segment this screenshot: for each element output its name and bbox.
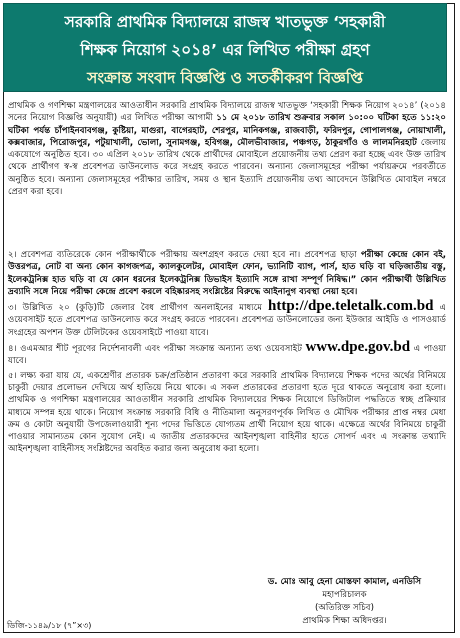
paragraph-3-intro: ৩। উল্লিখিত ২০ (কুড়ি)টি জেলার বৈধ প্রার্থীগণ অনলাইনের মাধ্যমে: [8, 303, 268, 314]
signatory-title: মহাপরিচালক: [322, 590, 367, 600]
exam-schedule-districts: ১১ মে ২০১৮ তারিখ শুক্রবার সকাল ১০:০০ ঘটিকা হতে ১১:২০ ঘটিকা পর্যন্ত চাঁপাইনবাবগঞ্জ, কুষ্টিয়া, মাগুরা, বাগেরহাট, শেরপুর, মানিকগঞ্জ, রাজবাড়ী, ফরিদপুর, গোপালগঞ্জ, নোয়াখালী, কক্সবাজার, পিরোজপুর, পটুয়াখালী, ভোলা, সুনামগঞ্জ, হবিগঞ্জ, মৌলভীবাজার, পঞ্চগড়, ঠাকুরগাঁও ও লালমনিরহাট: [8, 113, 446, 148]
signatory-name: ড. মোঃ আবু হেনা মোস্তফা কামাল, এনডিসি: [267, 577, 422, 587]
teletalk-website-link[interactable]: http://dpe.teletalk.com.bd: [268, 298, 434, 315]
paragraph-1-details: জেলায় একযোগে অনুষ্ঠিত হবে। ৩০ এপ্রিল ২০১৮ তারিখ থেকে প্রার্থীদের মোবাইলে প্রয়োজনীয় তথ্য প্রেরণ করা হচ্ছে এবং উক্ত তারিখ থেকে প্রার্থীগণ স্ব-স্ব প্রবেশপত্র ডাউনলোড করে সংগ্রহ করতে পারবেন। অন্যান্য জেলাসমূহের পরীক্ষা পর্যায়ক্রমে পরবর্তীতে অনুষ্ঠিত হবে। অন্যান্য জেলাসমূহের পরীক্ষার তারিখ, সময় ও স্থান ইত্যাদি প্রয়োজনীয় তথ্য আবেদনে উল্লিখিত মোবাইল নম্বরে প্রেরণ করা হবে।: [8, 137, 446, 198]
paragraph-5: ৫। লক্ষ্য করা যায় যে, একশ্রেণীর প্রতারক চক্র/প্রতিষ্ঠান প্রতারণা করে সরকারি প্রাথমিক বিদ্যালয়ে শিক্ষক পদের অর্থের বিনিময়ে চাকুরী দেয়ার প্রলোভন দেখিয়ে অর্থ হাতিয়ে নিয়ে থাকে। এ সকল প্রতারকের প্রতারণা হতে দূরে থাকতে অনুরোধ করা হলো। প্রাথমিক ও গণশিক্ষা মন্ত্রণালয়ের আওতাধীন সরকারি প্রাথমিক বিদ্যালয়ের শিক্ষক নিয়োগে ডিজিটাল পদ্ধতিতে স্বচ্ছ প্রক্রিয়ার মাধ্যমে সম্পন্ন হয়ে থাকে। নিয়োগ সংক্রান্ত সরকারি বিধি ও নীতিমালা অনুসরণপূর্বক লিখিত ও মৌখিক পরীক্ষার প্রাপ্ত নম্বর মেধা ক্রম ও কোটা অনুযায়ী উপজেলাওয়ারী শূন্য পদের ভিত্তিতে যোগ্যতম প্রার্থী নিয়োগ হয়ে থাকে। এক্ষেত্রে অর্থের বিনিময়ে চাকুরী পাওয়ার সামান্যতম কোন সুযোগ নেই। এ জাতীয় প্রতারকদের আইনশৃঙ্খলা বাহিনীর হাতে সোপর্দ এবং এ সংক্রান্ত তথ্যাদি আইনশৃঙ্খলা বাহিনীসহ সংশ্লিষ্টদের অবহিত করার জন্য অনুরোধ করা হলো।: [8, 370, 446, 455]
notice-body: [8, 100, 446, 456]
reference-number: ডিজি-১১৪৯/১৮ (৭”×৩): [7, 621, 92, 630]
header-title-line-1: সরকারি প্রাথমিক বিদ্যালয়ে রাজস্ব খাতভুক্ত ‘সহকারী: [64, 13, 386, 31]
paragraph-1-intro: প্রাথমিক ও গণশিক্ষা মন্ত্রণালয়ের আওতাধীন সরকারি প্রাথমিক বিদ্যালয়ে রাজস্ব খাতভুক্ত ‘সহকারী শিক্ষক নিয়োগ ২০১৪’ (২০১৪ সনের নিয়োগ বিজ্ঞপ্তি অনুযায়ী) এর লিখিত পরীক্ষা আগামী: [8, 101, 446, 124]
paragraph-2: [8, 249, 446, 298]
dpe-website-link[interactable]: www.dpe.gov.bd: [305, 339, 411, 356]
penalty-warning: ” কোন পরীক্ষার্থী উল্লিখিত দ্রব্যাদি সঙ্গে নিয়ে পরীক্ষা কেন্দ্রে প্রবেশ করলে বহিষ্কারসহ সংশ্লিষ্টের বিরুদ্ধে আইনানুগ ব্যবস্থা নেয়া হবে।: [8, 274, 446, 297]
prohibited-items: পরীক্ষা কেন্দ্রে কোন বই, উত্তরপত্র, নোট বা অন্য কোন কাগজপত্র, ক্যালকুলেটর, মোবাইল ফোন, ভ্যানিটি ব্যাগ, পার্স, হাত ঘড়ি বা ঘড়িজাতীয় বস্তু, ইলেকট্রনিক্স হাত ঘড়ি বা যে কোন ধরনের ইলেকট্রনিক্স ডিভাইস ইত্যাদি সঙ্গে রাখা সম্পূর্ণ নিষিদ্ধ।: [8, 250, 446, 285]
header-title-line-2: শিক্ষক নিয়োগ ২০১৪’ এর লিখিত পরীক্ষা গ্রহণ: [80, 41, 370, 59]
signature-block: [247, 576, 442, 628]
paragraph-2-intro: ২। প্রবেশপত্র ব্যতিরেকে কোন পরীক্ষার্থীকে পরীক্ষায় অংশগ্রহণ করতে দেয়া হবে না। প্রবেশপত্র ছাড়া: [8, 250, 361, 260]
paragraph-4: [8, 341, 446, 368]
signatory-rank: (অতিরিক্ত সচিব): [315, 603, 374, 613]
notice-header: [3, 3, 447, 92]
paragraph-3: [8, 300, 446, 339]
signatory-office: প্রাথমিক শিক্ষা অধিদপ্তর।: [302, 616, 387, 626]
paragraph-4-details: এ পাওয়া যাবে।: [8, 344, 446, 367]
paragraph-4-intro: ৪। ওএমআর শীট পূরণের নির্দেশনাবলী এবং পরীক্ষা সংক্রান্ত অন্যান্য তথ্য ওয়েবসাইট: [8, 344, 306, 355]
paragraph-3-details: এ ওয়েবসাইট হতে প্রবেশপত্র ডাউনলোড করে সংগ্রহ করতে পারবেন। প্রবেশপত্র ডাউনলোডের জন্য ইউজার আইডি ও পাসওয়ার্ড সংগ্রহের অপশন উক্ত টেলিটকের ওয়েবসাইটে পাওয়া যাবে।: [8, 303, 446, 338]
paragraph-1: [8, 100, 446, 247]
header-title-line-3: সংক্রান্ত সংবাদ বিজ্ঞপ্তি ও সতর্কীকরণ বিজ্ঞপ্তি: [87, 69, 363, 87]
